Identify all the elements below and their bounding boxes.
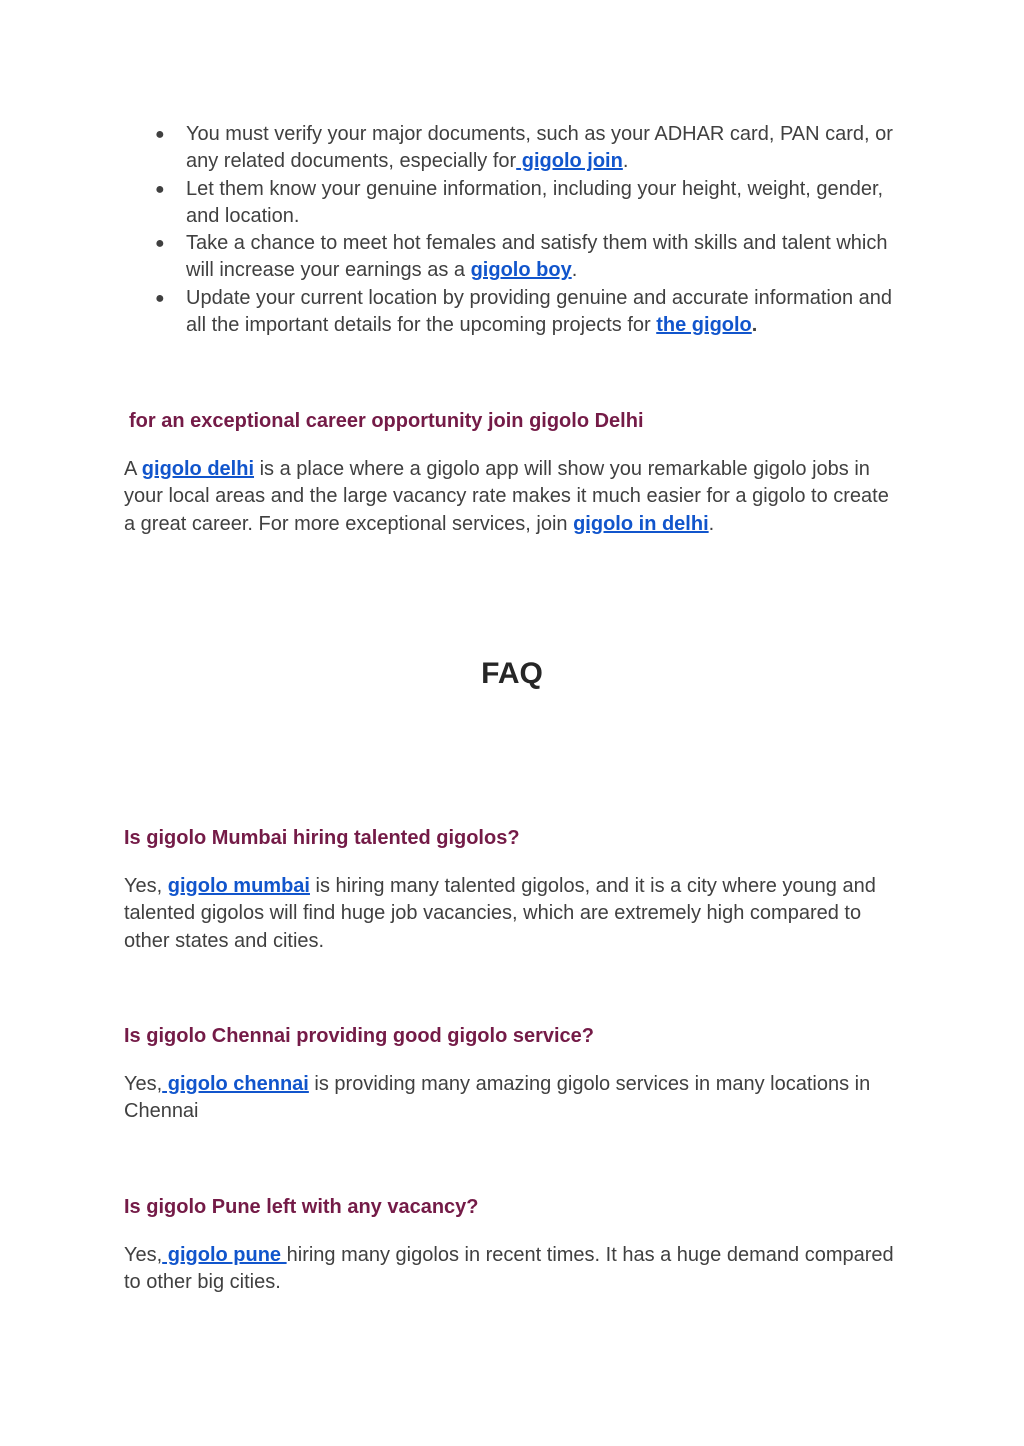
list-item-text-end: . xyxy=(751,314,758,337)
faq-answer-pune xyxy=(124,1242,904,1297)
paragraph-text-end: . xyxy=(708,512,715,535)
list-item-text: Take a chance to meet hot females and satisfy them with skills and talent which will increase your earnings as a xyxy=(186,232,888,282)
gigolo-chennai-link[interactable]: gigolo chennai xyxy=(162,1073,309,1095)
delhi-section-heading: for an exceptional career opportunity join gigolo Delhi xyxy=(129,410,644,432)
bullet-icon: ● xyxy=(155,289,165,307)
gigolo-join-link[interactable]: gigolo join xyxy=(516,150,623,173)
list-item-text: Update your current location by providing genuine and accurate information and all the important details for the upcoming projects for xyxy=(186,286,892,337)
paragraph-text: A xyxy=(124,458,142,480)
answer-text-end: is providing many amazing gigolo services in many locations in Chennai xyxy=(124,1073,871,1123)
paragraph-text: is a place where a gigolo app will show you remarkable gigolo jobs in your local areas and the large vacancy rate makes it much easier for a gigolo to create a great career. For more exceptional services, join xyxy=(124,458,889,535)
answer-text: Yes, xyxy=(124,1244,163,1266)
list-item-text-end: . xyxy=(571,259,578,282)
list-item-text: Let them know your genuine information, including your height, weight, gender, and location. xyxy=(186,177,884,227)
answer-text-end: hiring many gigolos in recent times. It has a huge demand compared to other big cities. xyxy=(124,1244,894,1294)
gigolo-delhi-link[interactable]: gigolo delhi xyxy=(141,458,255,480)
delhi-section-paragraph xyxy=(124,456,904,538)
faq-question-pune: Is gigolo Pune left with any vacancy? xyxy=(124,1196,479,1218)
requirements-list xyxy=(124,121,904,339)
list-item xyxy=(124,121,904,176)
gigolo-pune-link[interactable]: gigolo pune xyxy=(162,1244,287,1266)
faq-question-mumbai: Is gigolo Mumbai hiring talented gigolos? xyxy=(124,827,520,849)
gigolo-in-delhi-link[interactable]: gigolo in delhi xyxy=(573,512,709,535)
faq-answer-mumbai xyxy=(124,873,904,955)
list-item-text: You must verify your major documents, such as your ADHAR card, PAN card, or any related documents, especially for xyxy=(186,123,893,173)
gigolo-mumbai-link[interactable]: gigolo mumbai xyxy=(167,875,310,897)
answer-text: Yes, xyxy=(124,875,168,897)
answer-text: Yes, xyxy=(124,1073,163,1095)
gigolo-boy-link[interactable]: gigolo boy xyxy=(470,259,572,282)
faq-question-chennai: Is gigolo Chennai providing good gigolo service? xyxy=(124,1025,595,1047)
list-item xyxy=(124,285,904,340)
bullet-icon: ● xyxy=(155,180,165,198)
the-gigolo-link[interactable]: the gigolo xyxy=(656,314,752,337)
list-item xyxy=(124,176,904,231)
faq-title: FAQ xyxy=(481,657,543,690)
bullet-icon: ● xyxy=(155,235,165,253)
list-item-text-end: . xyxy=(622,150,629,173)
faq-answer-chennai xyxy=(124,1071,904,1126)
list-item xyxy=(124,230,904,285)
answer-text-end: is hiring many talented gigolos, and it is a city where young and talented gigolos will find huge job vacancies, which are extremely high compared to other states and cities. xyxy=(124,875,876,952)
bullet-icon: ● xyxy=(155,126,165,143)
